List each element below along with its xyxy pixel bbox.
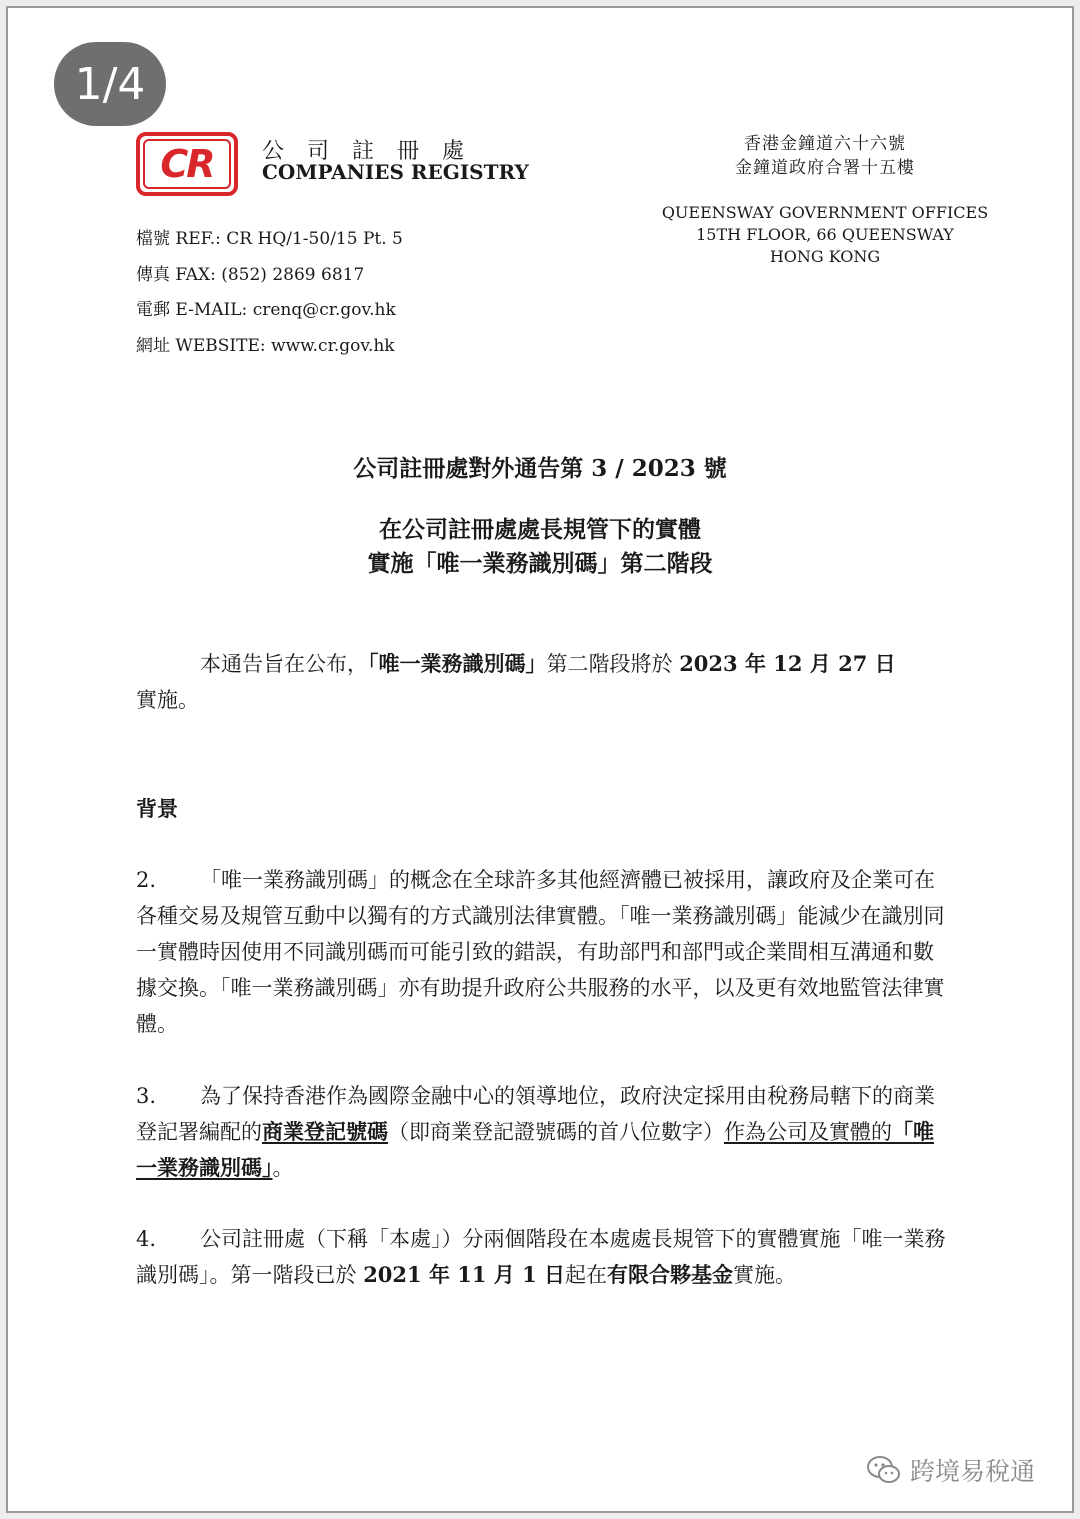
text-run: 為了保持香港作為國際金融中心的領導地位，政府決定採用由稅務局轄下的商業登記署編配的 [136,1084,935,1144]
paragraph-number: 2. [136,868,157,892]
address-zh-line: 金鐘道政府合署十五樓 [735,158,915,178]
underlined-bold-run: 商業登記號碼 [262,1119,388,1144]
org-name-en: COMPANIES REGISTRY [262,160,529,184]
text-run: 起在 [565,1263,608,1287]
section-heading: 背景 [136,796,178,821]
text-run: 本通告旨在公布， [200,652,368,676]
notice-number: 公司註冊處對外通告第 3 / 2023 號 [353,455,727,482]
phase-one-date: 2021 年 11 月 1 日 [363,1262,566,1287]
org-name-zh: 公司註冊處 [262,139,488,164]
fax-number: 傳真 FAX: (852) 2869 6817 [136,264,365,285]
effective-date: 2023 年 12 月 27 日 [679,651,896,676]
cr-logo-text: CR [143,139,231,189]
paragraph-4 [136,1221,946,1293]
paragraph-number: 4. [136,1227,157,1251]
text-run: （即商業登記證號碼的首八位數字） [388,1120,724,1144]
contact-block [136,226,403,368]
watermark [866,1452,1035,1488]
address-en-line: QUEENSWAY GOVERNMENT OFFICES [661,203,989,222]
intro-paragraph [136,646,946,718]
paragraph-3 [136,1078,946,1186]
underlined-bold-run: 「唯一業務識別碼」 [136,1119,934,1180]
website-link[interactable]: 網址 WEBSITE: www.cr.gov.hk [136,335,395,356]
paragraph-text: 「唯一業務識別碼」的概念在全球許多其他經濟體已被採用，讓政府及企業可在各種交易及規管互動中以獨有的方式識別法律實體。「唯一業務識別碼」能減少在識別同一實體時因使用不同識別碼而可能引致的錯誤，有助部門和部門或企業間相互溝通和數據交換。「唯一業務識別碼」亦有助提升政府公共服務的水平，以及更有效地監管法律實體。 [136,868,945,1036]
subject-line: 在公司註冊處處長規管下的實體 [379,516,701,543]
reference-number: 檔號 REF.: CR HQ/1-50/15 Pt. 5 [136,229,403,249]
paragraph-number: 3. [136,1084,157,1108]
wechat-icon [866,1455,902,1485]
address-zh [700,132,950,180]
bold-run: 有限合夥基金 [607,1262,734,1287]
address-en-line: 15TH FLOOR, 66 QUEENSWAY [696,225,954,244]
notice-subject [0,513,1080,581]
bold-run: 「唯一業務識別碼」 [368,651,547,676]
page-indicator: 1/4 [54,42,166,126]
address-zh-line: 香港金鐘道六十六號 [744,134,906,154]
text-run: 實施。 [733,1263,797,1287]
cr-logo [136,132,238,196]
paragraph-2 [136,862,946,1042]
text-run: 。 [272,1156,294,1180]
address-en [660,202,990,268]
watermark-text: 跨境易稅通 [910,1457,1036,1486]
text-run: 實施。 [136,688,199,712]
underlined-run: 作為公司及實體的 [724,1120,892,1144]
address-en-line: HONG KONG [769,247,881,266]
subject-line: 實施「唯一業務識別碼」第二階段 [367,550,713,577]
email-address[interactable]: 電郵 E-MAIL: crenq@cr.gov.hk [136,300,396,320]
text-run: 第二階段將於 [546,652,680,676]
text-run: 公司註冊處（下稱「本處」）分兩個階段在本處處長規管下的實體實施「唯一業務識別碼」。第一階段已於 [136,1227,946,1287]
